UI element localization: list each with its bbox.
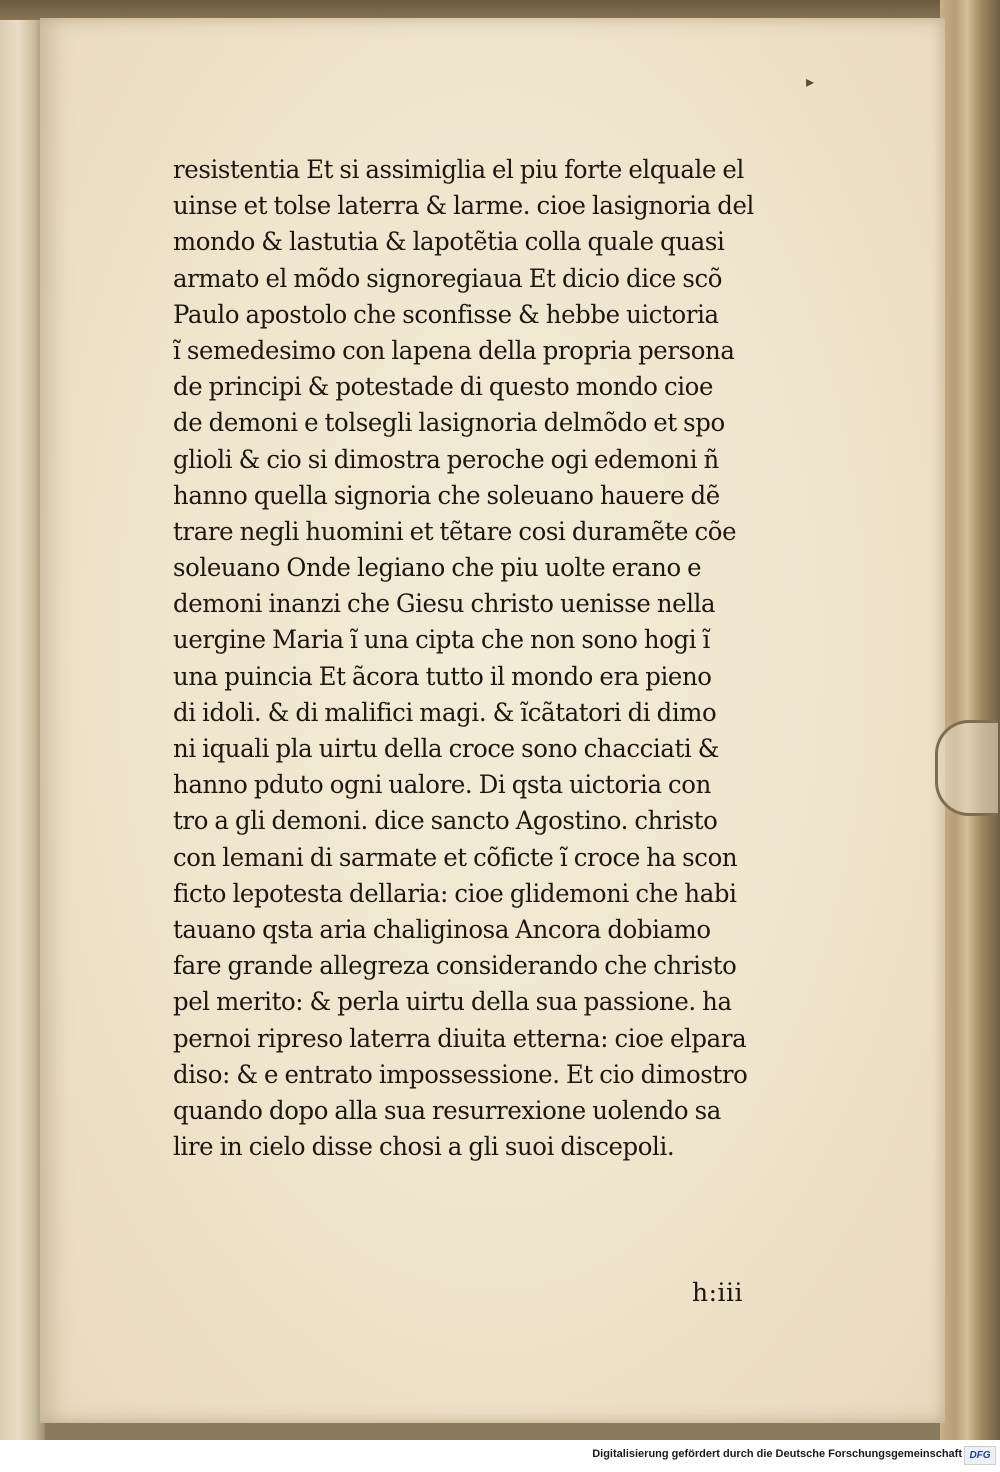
text-line: hanno quella signoria che soleuano hauere dẽ bbox=[173, 480, 720, 511]
text-line: soleuano Onde legiano che piu uolte erano e bbox=[173, 553, 702, 584]
text-line: con lemani di sarmate et cõficte ĩ croce ha scon bbox=[173, 842, 738, 873]
text-line: mondo & lastutia & lapotẽtia colla quale quasi bbox=[173, 227, 725, 258]
corner-mark: ▸ bbox=[806, 72, 815, 91]
text-line: fare grande allegreza considerando che christo bbox=[173, 951, 737, 982]
text-line: quando dopo alla sua resurrexione uolendo sa bbox=[173, 1095, 721, 1126]
text-line: demoni inanzi che Giesu christo uenisse nella bbox=[173, 589, 716, 620]
page-fold-tab bbox=[935, 720, 998, 816]
text-line: uinse et tolse laterra & larme. cioe lasignoria del bbox=[173, 191, 754, 222]
text-line: tauano qsta aria chaliginosa Ancora dobiamo bbox=[173, 914, 711, 945]
text-line: tro a gli demoni. dice sancto Agostino. christo bbox=[173, 806, 718, 837]
book-gutter bbox=[0, 20, 45, 1440]
text-line: diso: & e entrato impossessione. Et cio dimostro bbox=[173, 1059, 748, 1090]
page-text bbox=[173, 152, 813, 1165]
text-line: una puincia Et ãcora tutto il mondo era pieno bbox=[173, 661, 712, 692]
text-line: pel merito: & perla uirtu della sua passione. ha bbox=[173, 987, 732, 1018]
text-line: glioli & cio si dimostra peroche ogi edemoni ñ bbox=[173, 444, 719, 475]
text-line: armato el mõdo signoregiaua Et dicio dice scõ bbox=[173, 263, 723, 294]
text-line: lire in cielo disse chosi a gli suoi discepoli. bbox=[173, 1132, 675, 1163]
text-line: ĩ semedesimo con lapena della propria persona bbox=[173, 335, 735, 366]
text-line: de demoni e tolsegli lasignoria delmõdo et spo bbox=[173, 408, 725, 439]
signature-mark: h:iii bbox=[692, 1278, 744, 1307]
text-line: hanno pduto ogni ualore. Di qsta uictoria con bbox=[173, 770, 711, 801]
text-line: de principi & potestade di questo mondo cioe bbox=[173, 372, 714, 403]
dfg-logo: DFG bbox=[964, 1446, 996, 1465]
text-line: Paulo apostolo che sconfisse & hebbe uictoria bbox=[173, 299, 719, 330]
text-line: trare negli huomini et tẽtare cosi duramẽte cõe bbox=[173, 516, 737, 547]
text-line: ficto lepotesta dellaria: cioe glidemoni che habi bbox=[173, 878, 737, 909]
text-line: uergine Maria ĩ una cipta che non sono hogi ĩ bbox=[173, 625, 710, 656]
text-line: pernoi ripreso laterra diuita etterna: cioe elpara bbox=[173, 1023, 747, 1054]
text-line: ni iquali pla uirtu della croce sono chacciati & bbox=[173, 734, 720, 764]
text-line: resistentia Et si assimiglia el piu forte elquale el bbox=[173, 155, 744, 185]
funding-credit: Digitalisierung gefördert durch die Deutsche Forschungsgemeinschaft bbox=[592, 1448, 962, 1460]
text-line: di idoli. & di malifici magi. & ĩcãtatori di dimo bbox=[173, 697, 717, 728]
footer-bar bbox=[0, 1440, 1000, 1472]
